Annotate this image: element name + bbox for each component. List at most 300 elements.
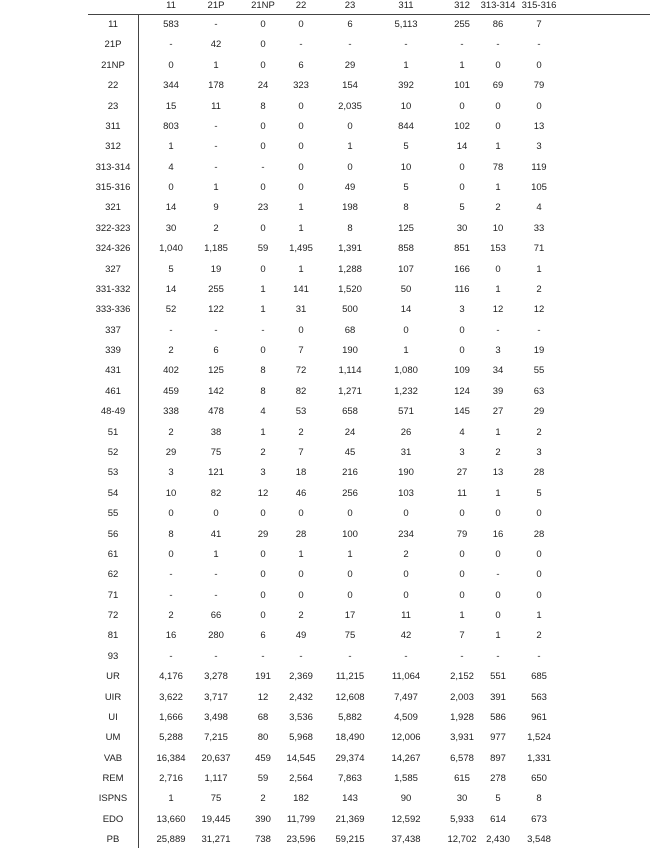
table-cell: 102 (454, 120, 470, 132)
table-cell: 63 (533, 385, 545, 397)
table-cell: 30 (165, 222, 177, 234)
table-cell: 198 (342, 202, 358, 214)
table-cell: 6 (213, 345, 219, 357)
table-cell: 12,592 (391, 813, 421, 825)
table-row (88, 688, 650, 708)
table-cell: - (496, 39, 500, 51)
table-cell: 0 (298, 324, 304, 336)
table-cell: 4 (536, 202, 542, 214)
table-cell: 0 (260, 610, 266, 622)
table-cell: 1 (298, 548, 304, 560)
table-cell: 0 (260, 19, 266, 30)
table-cell: 0 (168, 548, 174, 560)
table-cell: 145 (454, 406, 470, 418)
table-cell: - (496, 324, 500, 336)
table-cell: 105 (531, 182, 547, 194)
table-cell: 25,889 (156, 834, 186, 846)
table-row (88, 35, 650, 55)
table-cell: 344 (163, 80, 179, 92)
table-cell: 6 (298, 59, 304, 71)
table-row (88, 219, 650, 239)
table-cell: 125 (208, 365, 224, 377)
table-cell: 0 (260, 182, 266, 194)
row-label: EDO (102, 813, 124, 825)
table-cell: 109 (454, 365, 470, 377)
table-cell: 1 (536, 263, 542, 275)
table-cell: 10 (400, 100, 412, 112)
table-cell: 2,432 (289, 691, 313, 703)
row-label: 327 (105, 263, 121, 275)
table-cell: 7 (459, 630, 465, 642)
table-cell: - (299, 650, 303, 662)
table-cell: 29 (344, 59, 356, 71)
table-cell: 78 (492, 161, 504, 173)
table-cell: 23 (257, 202, 269, 214)
table-cell: 80 (257, 732, 269, 744)
table-cell: 141 (293, 283, 309, 295)
table-cell: 2 (536, 283, 542, 295)
table-cell: 390 (255, 813, 271, 825)
table-cell: 41 (210, 528, 222, 540)
table-cell: - (169, 589, 173, 601)
table-cell: 5,288 (159, 732, 183, 744)
table-cell: 5 (403, 141, 409, 153)
table-cell: 125 (398, 222, 414, 234)
table-cell: 7,215 (204, 732, 228, 744)
table-cell: 0 (260, 39, 266, 51)
table-row (88, 565, 650, 585)
table-cell: 3,498 (204, 711, 228, 723)
table-cell: 583 (163, 19, 179, 30)
table-cell: 1,585 (394, 773, 418, 785)
table-cell: 11,064 (391, 671, 421, 683)
table-cell: 278 (490, 773, 506, 785)
table-cell: 255 (454, 19, 470, 30)
table-cell: 10 (400, 161, 412, 173)
table-cell: 1 (213, 59, 219, 71)
table-cell: 0 (260, 589, 266, 601)
table-cell: 392 (398, 80, 414, 92)
table-cell: 6 (347, 19, 353, 30)
table-cell: 68 (344, 324, 356, 336)
column-header: 21NP (251, 0, 275, 11)
table-cell: 124 (454, 385, 470, 397)
table-cell: 5 (495, 793, 501, 805)
table-cell: 1 (213, 548, 219, 560)
table-cell: 0 (260, 345, 266, 357)
table-cell: - (169, 569, 173, 581)
table-row (88, 137, 650, 157)
table-cell: 0 (298, 569, 304, 581)
table-cell: 42 (400, 630, 412, 642)
table-cell: 12 (533, 304, 545, 316)
row-label: PB (106, 834, 120, 846)
table-cell: 29,374 (335, 752, 365, 764)
table-cell: 0 (495, 263, 501, 275)
column-header: 311 (398, 0, 414, 11)
table-cell: 0 (298, 508, 304, 520)
table-cell: 459 (255, 752, 271, 764)
table-cell: 23,596 (286, 834, 316, 846)
row-label: 313-314 (95, 161, 131, 173)
table-cell: 256 (342, 487, 358, 499)
table-cell: 49 (344, 182, 356, 194)
table-cell: 8 (260, 365, 266, 377)
table-cell: 28 (533, 528, 545, 540)
table-row (88, 341, 650, 361)
row-label: ISPNS (98, 793, 128, 805)
table-cell: 897 (490, 752, 506, 764)
table-cell: 2 (536, 426, 542, 438)
row-label: 321 (105, 202, 121, 214)
table-cell: 52 (165, 304, 177, 316)
table-cell: 0 (260, 120, 266, 132)
row-label: UI (108, 711, 118, 723)
table-row (88, 198, 650, 218)
row-label: 23 (107, 100, 119, 112)
row-label: 54 (107, 487, 119, 499)
table-cell: 178 (208, 80, 224, 92)
table-cell: 14 (165, 283, 177, 295)
table-cell: 0 (495, 548, 501, 560)
table-cell: 5 (459, 202, 465, 214)
table-cell: - (537, 324, 541, 336)
table-cell: 1,520 (338, 283, 362, 295)
row-label: 52 (107, 446, 119, 458)
table-cell: 1 (495, 182, 501, 194)
table-cell: - (261, 650, 265, 662)
table-row (88, 728, 650, 748)
table-row (88, 525, 650, 545)
table-cell: 1 (459, 610, 465, 622)
row-label: 339 (105, 345, 121, 357)
table-cell: 13 (533, 120, 545, 132)
table-cell: 1 (213, 182, 219, 194)
table-cell: 1 (168, 141, 174, 153)
table-cell: 0 (459, 324, 465, 336)
table-cell: 0 (347, 569, 353, 581)
table-cell: 0 (168, 59, 174, 71)
table-cell: 2 (168, 345, 174, 357)
row-label: REM (102, 773, 124, 785)
table-cell: 2 (168, 610, 174, 622)
table-cell: 977 (490, 732, 506, 744)
table-cell: 0 (459, 508, 465, 520)
table-cell: 2 (168, 426, 174, 438)
row-label: UM (105, 732, 121, 744)
table-cell: 391 (490, 691, 506, 703)
column-header: 11 (166, 0, 176, 11)
row-label: 62 (107, 569, 119, 581)
table-cell: 3,622 (159, 691, 183, 703)
table-cell: - (214, 650, 218, 662)
table-cell: 82 (210, 487, 222, 499)
table-cell: 844 (398, 120, 414, 132)
table-cell: 24 (257, 80, 269, 92)
table-cell: 13 (492, 467, 504, 479)
table-cell: - (214, 161, 218, 173)
table-cell: - (169, 650, 173, 662)
table-cell: 59,215 (335, 834, 365, 846)
table-cell: 12,608 (335, 691, 365, 703)
table-cell: 1 (495, 487, 501, 499)
table-cell: 49 (295, 630, 307, 642)
table-cell: 153 (490, 243, 506, 255)
table-cell: 182 (293, 793, 309, 805)
table-cell: 0 (347, 161, 353, 173)
table-cell: 402 (163, 365, 179, 377)
table-cell: 14 (456, 141, 468, 153)
table-cell: 255 (208, 283, 224, 295)
table-cell: 39 (492, 385, 504, 397)
table-cell: 0 (495, 59, 501, 71)
table-cell: 1,524 (527, 732, 551, 744)
table-row (88, 789, 650, 809)
table-cell: 0 (298, 19, 304, 30)
row-label: 11 (108, 19, 118, 30)
table-cell: 75 (344, 630, 356, 642)
table-row (88, 769, 650, 789)
table-cell: 1 (298, 263, 304, 275)
table-cell: 12,702 (447, 834, 477, 846)
table-cell: - (214, 120, 218, 132)
table-cell: 0 (298, 161, 304, 173)
table-cell: 14,267 (391, 752, 421, 764)
table-cell: 0 (495, 508, 501, 520)
table-cell: 7 (536, 19, 542, 30)
table-cell: - (537, 650, 541, 662)
table-cell: 1,391 (338, 243, 362, 255)
table-cell: - (214, 569, 218, 581)
table-cell: 0 (298, 182, 304, 194)
table-cell: 33 (533, 222, 545, 234)
table-cell: 0 (347, 508, 353, 520)
table-cell: 2 (213, 222, 219, 234)
table-cell: 4,509 (394, 711, 418, 723)
table-cell: 0 (536, 59, 542, 71)
table-cell: 5,882 (338, 711, 362, 723)
table-cell: 2 (495, 202, 501, 214)
table-cell: 2 (260, 446, 266, 458)
table-cell: 216 (342, 467, 358, 479)
table-cell: 0 (459, 345, 465, 357)
table-cell: 1,040 (159, 243, 183, 255)
table-cell: 1 (459, 59, 465, 71)
table-cell: 68 (257, 711, 269, 723)
table-row (88, 749, 650, 769)
table-cell: 961 (531, 711, 547, 723)
table-cell: 738 (255, 834, 271, 846)
table-cell: 0 (260, 141, 266, 153)
table-cell: 1 (536, 610, 542, 622)
table-cell: 119 (531, 161, 547, 173)
table-cell: 0 (495, 120, 501, 132)
table-cell: 1,185 (204, 243, 228, 255)
table-cell: 5 (403, 182, 409, 194)
table-cell: 0 (298, 141, 304, 153)
table-cell: 234 (398, 528, 414, 540)
table-cell: 1 (347, 548, 353, 560)
table-cell: 28 (533, 467, 545, 479)
table-cell: 3,278 (204, 671, 228, 683)
row-label: 53 (107, 467, 119, 479)
table-cell: 1 (298, 222, 304, 234)
table-cell: 2,430 (486, 834, 510, 846)
table-cell: 3,548 (527, 834, 551, 846)
table-cell: 31,271 (201, 834, 231, 846)
table-cell: 2,152 (450, 671, 474, 683)
io-table (88, 0, 650, 848)
table-cell: 11,799 (286, 813, 316, 825)
table-cell: 16 (165, 630, 177, 642)
row-label: 312 (105, 141, 121, 153)
table-cell: 1 (495, 141, 501, 153)
row-label: 461 (105, 385, 121, 397)
table-cell: 79 (533, 80, 545, 92)
row-label: 72 (107, 610, 119, 622)
table-cell: 1 (347, 141, 353, 153)
table-cell: 0 (260, 263, 266, 275)
table-cell: 1,080 (394, 365, 418, 377)
table-row (88, 260, 650, 280)
table-cell: 1 (495, 630, 501, 642)
table-cell: 101 (454, 80, 470, 92)
table-row (88, 76, 650, 96)
row-label: 56 (107, 528, 119, 540)
table-cell: - (214, 324, 218, 336)
table-cell: 563 (531, 691, 547, 703)
table-cell: 166 (454, 263, 470, 275)
table-cell: 0 (536, 589, 542, 601)
table-cell: 11,215 (335, 671, 365, 683)
table-cell: 0 (260, 508, 266, 520)
table-cell: 0 (298, 100, 304, 112)
table-cell: - (348, 39, 352, 51)
table-cell: 459 (163, 385, 179, 397)
table-cell: 19,445 (201, 813, 231, 825)
row-label: 22 (107, 80, 119, 92)
table-cell: 0 (403, 508, 409, 520)
table-cell: 650 (531, 773, 547, 785)
table-cell: 10 (492, 222, 504, 234)
table-cell: 1 (495, 283, 501, 295)
table-cell: 143 (342, 793, 358, 805)
table-cell: - (460, 39, 464, 51)
table-cell: 673 (531, 813, 547, 825)
table-cell: 15 (165, 100, 177, 112)
row-label: 71 (107, 589, 119, 601)
table-cell: 11 (457, 487, 467, 499)
row-label: 21NP (101, 59, 125, 71)
table-row (88, 158, 650, 178)
table-cell: 8 (260, 385, 266, 397)
table-cell: 3 (459, 446, 465, 458)
table-cell: 1,331 (527, 752, 551, 764)
table-cell: 1 (495, 426, 501, 438)
table-cell: 59 (257, 773, 269, 785)
table-cell: 19 (210, 263, 222, 275)
table-cell: 107 (398, 263, 414, 275)
table-cell: 79 (456, 528, 468, 540)
row-label: 333-336 (95, 304, 131, 316)
table-cell: 1 (403, 345, 409, 357)
table-cell: 2 (536, 630, 542, 642)
table-cell: 69 (492, 80, 504, 92)
table-cell: 478 (208, 406, 224, 418)
table-cell: 5,113 (394, 19, 418, 30)
table-cell: 280 (208, 630, 224, 642)
table-cell: 20,637 (201, 752, 231, 764)
table-cell: 46 (295, 487, 307, 499)
table-cell: 685 (531, 671, 547, 683)
row-label: 21P (104, 39, 122, 51)
table-row (88, 178, 650, 198)
table-cell: - (460, 650, 464, 662)
table-cell: 658 (342, 406, 358, 418)
table-cell: - (214, 141, 218, 153)
table-cell: 75 (210, 446, 222, 458)
table-row (88, 443, 650, 463)
table-cell: 8 (403, 202, 409, 214)
table-cell: 1,495 (289, 243, 313, 255)
table-cell: 6 (260, 630, 266, 642)
row-label: 311 (105, 120, 121, 132)
table-cell: 0 (260, 222, 266, 234)
table-cell: 0 (536, 548, 542, 560)
column-header: 22 (295, 0, 307, 11)
table-cell: 13,660 (156, 813, 186, 825)
table-row (88, 667, 650, 687)
table-cell: 615 (454, 773, 470, 785)
table-cell: - (261, 161, 265, 173)
table-cell: 1 (260, 283, 266, 295)
table-cell: 7,497 (394, 691, 418, 703)
table-cell: 338 (163, 406, 179, 418)
table-cell: 0 (459, 100, 465, 112)
table-row (88, 300, 650, 320)
table-cell: 10 (165, 487, 177, 499)
table-cell: 1,232 (394, 385, 418, 397)
table-cell: 121 (208, 467, 224, 479)
table-cell: 8 (536, 793, 542, 805)
table-cell: 0 (260, 548, 266, 560)
table-cell: 0 (495, 589, 501, 601)
table-cell: 29 (257, 528, 269, 540)
row-label: UIR (104, 691, 122, 703)
table-cell: 31 (295, 304, 307, 316)
table-cell: 3,536 (289, 711, 313, 723)
table-cell: 1,114 (338, 365, 362, 377)
table-cell: 2,003 (450, 691, 474, 703)
row-label: 61 (107, 548, 119, 560)
table-cell: 38 (210, 426, 222, 438)
table-row (88, 647, 650, 667)
table-cell: 5 (536, 487, 542, 499)
table-cell: 0 (536, 508, 542, 520)
table-cell: 4 (168, 161, 174, 173)
table-cell: 26 (400, 426, 412, 438)
row-label: 315-316 (95, 182, 131, 194)
table-row (88, 606, 650, 626)
table-cell: - (261, 324, 265, 336)
table-cell: 5,968 (289, 732, 313, 744)
table-cell: 14 (165, 202, 177, 214)
column-header: 315-316 (521, 0, 557, 11)
table-cell: 103 (398, 487, 414, 499)
table-cell: 1,928 (450, 711, 474, 723)
table-cell: 3 (536, 446, 542, 458)
table-cell: - (348, 650, 352, 662)
